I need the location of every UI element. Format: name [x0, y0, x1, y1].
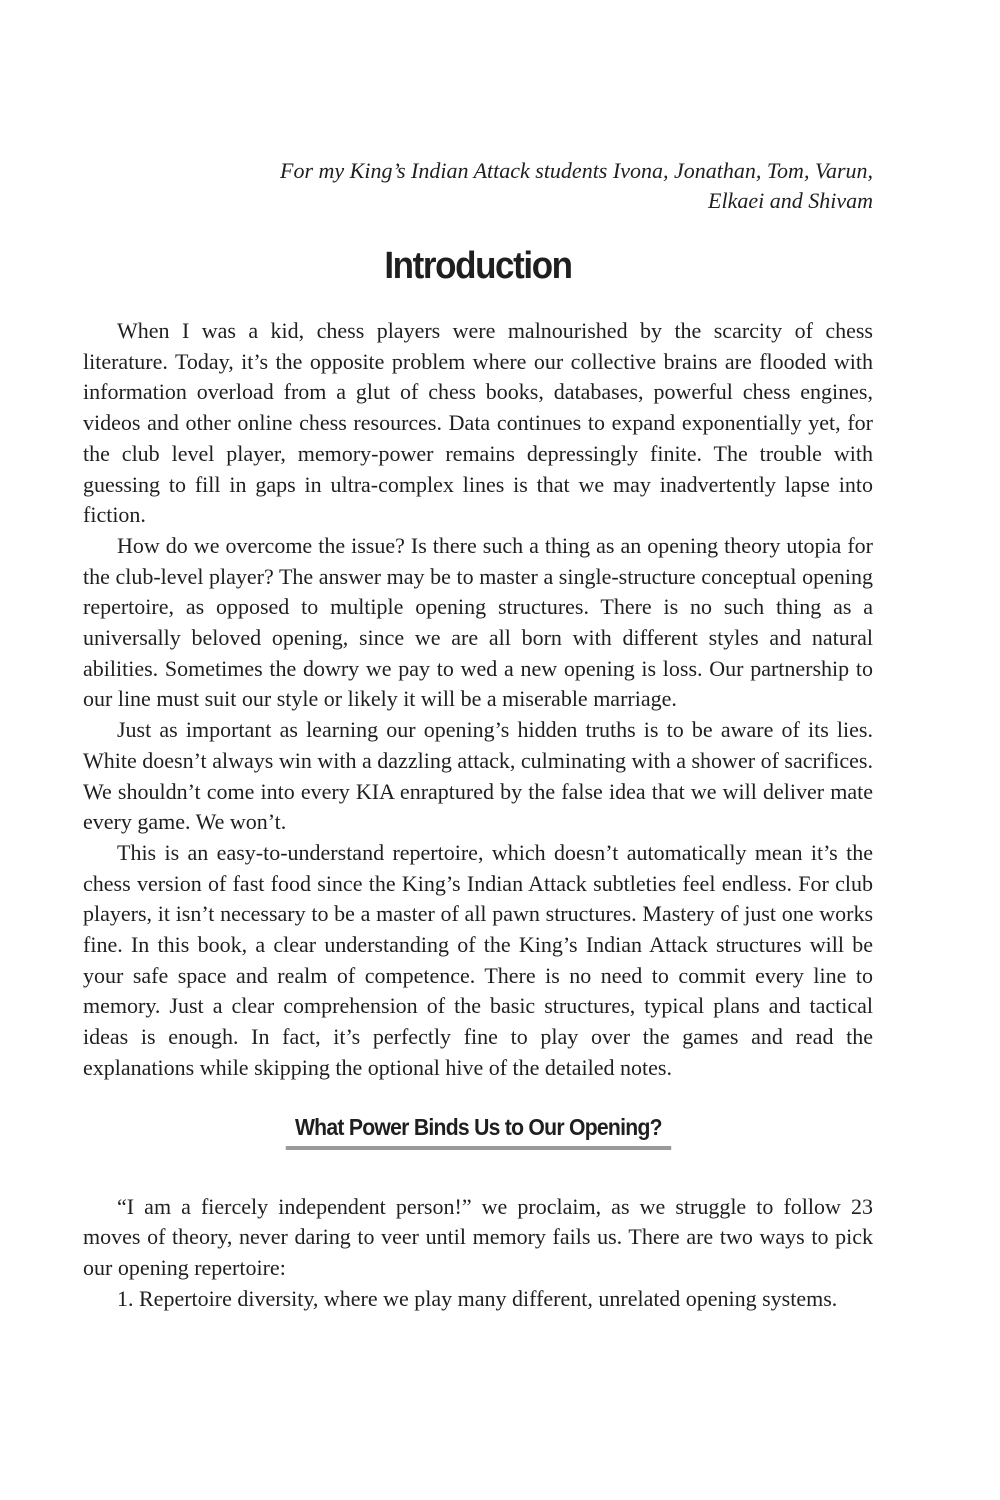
paragraph-3: Just as important as learning our opening’s hidden truths is to be aware of its lies. White doesn’t always win with a dazzling attack, culminating with a shower of sacrifices. We shouldn’t come into every KIA enraptured by the false idea that we will deliver mate every game. We won’t.: [83, 717, 873, 835]
paragraph-2: How do we overcome the issue? Is there such a thing as an opening theory utopia for the club-level player? The answer may be to master a single-structure conceptual opening repertoire, as opposed to multiple opening structures. There is no such thing as a universally beloved opening, since we are all born with different styles and natural abilities. Sometimes the dowry we pay to wed a new opening is loss. Our partnership to our line must suit our style or likely it will be a miserable marriage.: [83, 532, 873, 712]
chapter-title: Introduction: [384, 245, 572, 287]
book-page: [83, 150, 873, 1314]
dedication-line-1: For my King’s Indian Attack students Ivona, Jonathan, Tom, Varun,: [280, 158, 873, 183]
paragraph-1: When I was a kid, chess players were malnourished by the scarcity of chess literature. Today, it’s the opposite problem where our collective brains are flooded with information overload from a glut of chess books, databases, powerful chess engines, videos and other online chess resources. Data continues to expand exponentially yet, for the club level player, memory-power remains depressingly finite. The trouble with guessing to fill in gaps in ultra-complex lines is that we may inadvertently lapse into fiction.: [83, 318, 873, 528]
introduction-body: [83, 316, 873, 1084]
section-paragraph-1: “I am a fiercely independent person!” we proclaim, as we struggle to follow 23 moves of theory, never daring to veer until memory fails us. There are two ways to pick our opening repertoire:: [83, 1193, 873, 1280]
paragraph-4: This is an easy-to-understand repertoire, which doesn’t automatically mean it’s the chess version of fast food since the King’s Indian Attack subtleties feel endless. For club players, it isn’t necessary to be a master of all pawn structures. Mastery of just one works fine. In this book, a clear understanding of the King’s Indian Attack structures will be your safe space and realm of competence. There is no need to commit every line to memory. Just a clear comprehension of the basic structures, typical plans and tactical ideas is enough. In fact, it’s perfectly fine to play over the games and read the explanations while skipping the optional hive of the detailed notes.: [83, 839, 873, 1080]
section-heading: What Power Binds Us to Our Opening?: [285, 1112, 670, 1150]
section-paragraph-2: 1. Repertoire diversity, where we play many different, unrelated opening systems.: [117, 1285, 838, 1311]
section-heading-container: [83, 1112, 873, 1150]
section-body: [83, 1192, 873, 1315]
dedication: [83, 156, 873, 216]
dedication-line-2: Elkaei and Shivam: [708, 188, 873, 213]
